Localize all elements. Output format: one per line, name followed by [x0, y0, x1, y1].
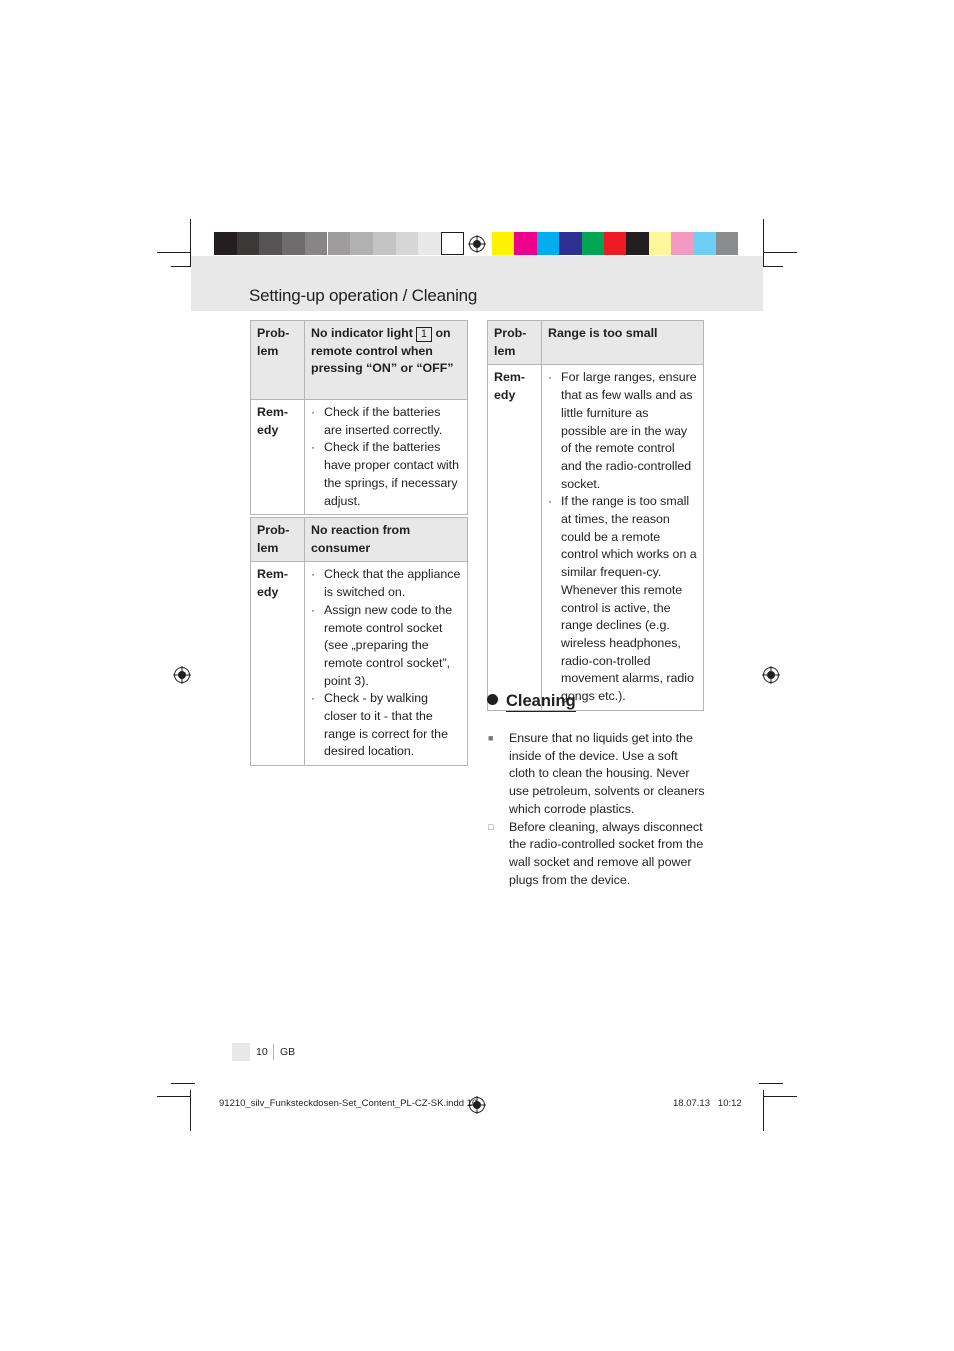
page-title: Setting-up operation / Cleaning	[249, 286, 478, 305]
color-swatch	[559, 232, 581, 255]
color-swatch	[537, 232, 559, 255]
crop-mark	[157, 1096, 190, 1097]
color-swatch	[418, 232, 441, 255]
remedy-item: · Check if the batteries are inserted correctly.	[311, 404, 461, 439]
problem-text: No reaction from consumer	[305, 518, 468, 562]
crop-mark	[764, 252, 797, 253]
crop-mark	[157, 252, 190, 253]
bullet-dot-icon	[487, 694, 498, 705]
remedy-row	[251, 562, 468, 766]
color-swatch	[492, 232, 514, 255]
color-swatch	[604, 232, 626, 255]
crop-mark	[759, 1083, 783, 1084]
remedy-cell	[542, 365, 704, 710]
color-swatch	[671, 232, 693, 255]
problem-text: Range is too small	[542, 321, 704, 365]
remedy-list	[548, 369, 697, 705]
reference-number: 1	[416, 327, 432, 342]
cleaning-title: Cleaning	[506, 692, 576, 710]
color-swatch	[716, 232, 738, 255]
color-swatch	[441, 232, 464, 255]
remedy-item: · Check if the batteries have proper contact with the springs, if necessary adjust.	[311, 439, 461, 510]
cleaning-heading	[487, 692, 576, 711]
remedy-list	[311, 404, 461, 510]
cleaning-item-text: Before cleaning, always disconnect the radio-controlled socket from the wall socket and remove all power plugs from the device.	[509, 819, 704, 887]
color-swatch	[214, 232, 237, 255]
color-swatch	[582, 232, 604, 255]
color-swatch	[350, 232, 373, 255]
page-number-box	[232, 1043, 250, 1061]
crop-mark	[764, 1096, 797, 1097]
registration-mark-icon	[468, 235, 486, 253]
remedy-label: Rem- edy	[488, 365, 542, 710]
crop-mark	[190, 1090, 191, 1131]
page-number: 10	[256, 1046, 268, 1058]
cleaning-item	[487, 730, 707, 819]
color-swatch	[237, 232, 260, 255]
slug-date: 18.07.13	[673, 1098, 710, 1109]
page-language: GB	[280, 1046, 296, 1058]
registration-mark-icon	[762, 666, 780, 684]
color-swatch	[373, 232, 396, 255]
registration-mark-icon	[173, 666, 191, 684]
remedy-item: · For large ranges, ensure that as few walls and as little furniture as possible are in the way of the remote control and the radio-controlled socket.	[548, 369, 697, 493]
slug-time: 10:12	[717, 1098, 742, 1109]
remedy-item: · Assign new code to the remote control socket (see „preparing the remote control socket”, point 3).	[311, 602, 461, 691]
color-swatch	[514, 232, 536, 255]
problem-row	[251, 518, 468, 562]
page-separator	[273, 1044, 274, 1060]
problem-text-start: No indicator light	[311, 326, 413, 340]
color-swatch	[626, 232, 648, 255]
cleaning-item-text: Ensure that no liquids get into the inside of the device. Use a soft cloth to clean the housing. Never use petroleum, solvents or cleaners which corrode plastics.	[509, 731, 705, 816]
troubleshooting-table-no-reaction	[250, 517, 468, 766]
problem-label: Prob- lem	[251, 518, 305, 562]
crop-mark	[171, 1083, 195, 1084]
troubleshooting-table-no-indicator	[250, 320, 468, 515]
problem-label: Prob- lem	[488, 321, 542, 365]
color-swatch	[305, 232, 328, 255]
color-swatch	[694, 232, 716, 255]
filled-square-icon: ■	[488, 733, 494, 743]
color-swatch	[396, 232, 419, 255]
slug-filename: 91210_silv_Funksteckdosen-Set_Content_PL-CZ-SK.indd 10	[219, 1098, 478, 1109]
remedy-label: Rem- edy	[251, 400, 305, 515]
remedy-cell	[305, 400, 468, 515]
color-swatch	[649, 232, 671, 255]
remedy-item: · Check - by walking closer to it - that the range is correct for the desired location.	[311, 690, 461, 761]
crop-mark	[763, 219, 764, 266]
remedy-label: Rem- edy	[251, 562, 305, 766]
troubleshooting-table-range	[487, 320, 704, 711]
remedy-item: · If the range is too small at times, the reason could be a remote control which works on a similar frequen-cy. Whenever this remote control is active, the range declines (e.g. wireless headphones, radio-con-trolled movement alarms, radio gongs etc.).	[548, 493, 697, 705]
empty-square-icon: □	[488, 821, 494, 832]
remedy-item: · Check that the appliance is switched on.	[311, 566, 461, 601]
color-swatch	[328, 232, 351, 255]
problem-text	[305, 321, 468, 400]
color-swatch	[282, 232, 305, 255]
problem-text-rest: on remote control when pressing “ON” or “OFF”	[311, 326, 454, 376]
color-swatch	[259, 232, 282, 255]
problem-label: Prob- lem	[251, 321, 305, 400]
problem-row	[251, 321, 468, 400]
remedy-row	[488, 365, 704, 710]
remedy-cell	[305, 562, 468, 766]
remedy-list	[311, 566, 461, 761]
remedy-row	[251, 400, 468, 515]
slug-datetime	[673, 1098, 742, 1109]
cleaning-list	[487, 730, 707, 889]
problem-row	[488, 321, 704, 365]
cleaning-item	[487, 819, 707, 890]
